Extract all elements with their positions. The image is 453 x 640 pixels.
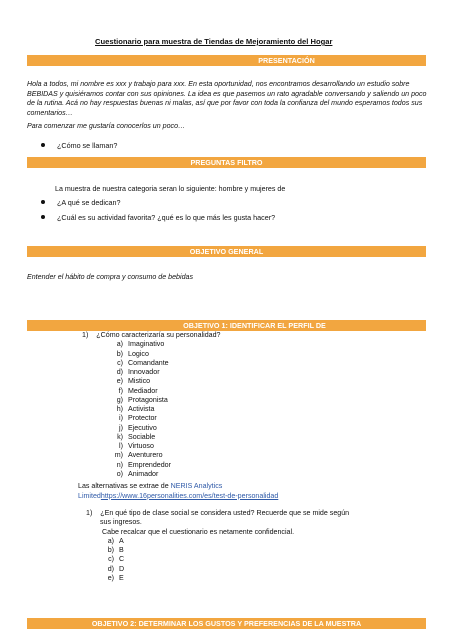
- option-letter: d): [116, 368, 123, 376]
- option-row: [101, 574, 349, 583]
- question-number: 1): [82, 331, 89, 339]
- question-1: [82, 331, 221, 479]
- option-letter: c): [108, 555, 114, 564]
- option-row: [110, 396, 221, 405]
- option-letter: e): [107, 573, 114, 582]
- option-label: Sociable: [128, 432, 156, 441]
- option-row: [101, 546, 349, 555]
- section-title-presentacion: PRESENTACIÓN: [258, 56, 315, 65]
- bullet-item-name: [41, 141, 117, 151]
- source-note-line2: [78, 492, 278, 502]
- option-row: [110, 368, 221, 377]
- option-letter: b): [107, 546, 114, 554]
- option-letter: e): [116, 377, 123, 386]
- option-label: Emprendedor: [128, 460, 171, 469]
- option-label: Protagonista: [128, 395, 168, 404]
- option-letter: h): [116, 405, 123, 413]
- option-label: Logico: [128, 349, 149, 358]
- option-label: Animador: [128, 469, 159, 478]
- option-row: [101, 537, 349, 546]
- intro-paragraph: Hola a todos, mi nombre es xxx y trabajo para xxx. En esta oportunidad, nos encontramos desarrollando un estudio sobre BEBIDAS y quisiéramos contar con sus opiniones. La idea es que pasemos un rato agradable conversando y saliendo un poco de la rutina. Acá no hay respuestas buenas ni malas, así que por favor con toda la confianza del mundo esperamos todos sus comentarios…: [27, 80, 427, 117]
- source-note-line2-prefix: Limited: [78, 491, 101, 500]
- option-label: A: [119, 536, 124, 545]
- bullet-text: ¿A qué se dedican?: [57, 198, 121, 207]
- option-letter: k): [117, 432, 123, 441]
- section-bar-presentacion: [27, 55, 426, 66]
- option-row: [110, 414, 221, 423]
- option-letter: l): [119, 442, 123, 450]
- option-row: [101, 565, 349, 574]
- option-row: [110, 451, 221, 460]
- question-2: [86, 509, 349, 583]
- option-letter: d): [107, 564, 114, 573]
- document-title: Cuestionario para muestra de Tiendas de Mejoramiento del Hogar: [95, 37, 333, 46]
- filter-bullet-activity: [41, 213, 275, 223]
- option-row: [110, 340, 221, 349]
- option-row: [110, 350, 221, 359]
- option-letter: f): [118, 386, 123, 395]
- question-number: 1): [86, 509, 93, 517]
- option-letter: j): [119, 423, 123, 432]
- question-text-line2: sus ingresos.: [100, 518, 142, 527]
- option-row: [110, 387, 221, 396]
- option-letter: a): [116, 340, 123, 349]
- question-text-line3: Cabe recalcar que el cuestionario es netamente confidencial.: [102, 527, 295, 536]
- option-label: D: [119, 564, 125, 573]
- option-label: E: [119, 573, 124, 582]
- source-org: NERIS Analytics: [170, 482, 223, 490]
- option-row: [110, 424, 221, 433]
- option-label: Virtuoso: [128, 442, 154, 450]
- option-letter: o): [116, 469, 123, 478]
- section-bar-preguntas-filtro: [27, 157, 426, 168]
- question-2-options: [101, 537, 349, 583]
- bullet-text: ¿Cuál es su actividad favorita? ¿qué es lo que más les gusta hacer?: [57, 213, 276, 222]
- option-label: Aventurero: [128, 451, 163, 460]
- option-row: [110, 433, 221, 442]
- section-title-objetivo-2: OBJETIVO 2: DETERMINAR LOS GUSTOS Y PREFERENCIAS DE LA MUESTRA: [91, 619, 362, 628]
- bullet-text: ¿Cómo se llaman?: [57, 141, 118, 150]
- option-letter: b): [116, 349, 123, 358]
- option-row: [110, 359, 221, 368]
- option-letter: n): [116, 460, 123, 469]
- bullet-dot-icon: [41, 143, 45, 147]
- option-letter: c): [117, 358, 123, 367]
- bullet-dot-icon: [41, 215, 45, 219]
- option-label: B: [119, 546, 124, 554]
- option-row: [110, 442, 221, 451]
- option-letter: g): [116, 395, 123, 404]
- question-1-text-row: [82, 331, 221, 340]
- option-label: Innovador: [128, 368, 160, 376]
- question-text: ¿Cómo caracterizaría su personalidad?: [96, 331, 221, 339]
- option-label: Activista: [128, 405, 155, 413]
- option-label: Imaginativo: [128, 340, 165, 349]
- option-row: [110, 470, 221, 479]
- filter-bullet-occupation: [41, 198, 121, 208]
- option-row: [110, 405, 221, 414]
- source-note: [78, 482, 278, 501]
- source-url-link[interactable]: https://www.16personalities.com/es/test-de-personalidad: [100, 491, 279, 500]
- section-bar-objetivo-1: [27, 320, 426, 331]
- question-2-text-row: [86, 509, 349, 518]
- option-row: [110, 461, 221, 470]
- option-label: Comandante: [128, 358, 169, 367]
- bullet-dot-icon: [41, 200, 45, 204]
- source-note-line1: [78, 482, 278, 492]
- intro-lead: Para comenzar me gustaría conocerlos un poco…: [27, 122, 186, 130]
- option-label: Mistico: [128, 377, 151, 386]
- section-title-objetivo-1: OBJETIVO 1: IDENTIFICAR EL PERFIL DE: [183, 321, 326, 330]
- source-note-prefix: Las alternativas se extrae de: [78, 482, 171, 490]
- option-letter: i): [119, 414, 123, 423]
- option-letter: a): [107, 536, 114, 545]
- question-text-line1: ¿En qué tipo de clase social se considera usted? Recuerde que se mide según: [100, 509, 350, 517]
- option-row: [101, 555, 349, 564]
- option-row: [110, 377, 221, 386]
- option-label: C: [119, 555, 125, 564]
- section-bar-objetivo-general: [27, 246, 426, 257]
- filter-sample-text: La muestra de nuestra categoria seran lo siguiente: hombre y mujeres de: [55, 185, 286, 193]
- option-label: Mediador: [128, 386, 158, 395]
- option-label: Protector: [128, 414, 157, 423]
- option-letter: m): [114, 451, 123, 460]
- section-title-preguntas-filtro: PREGUNTAS FILTRO: [190, 158, 263, 167]
- option-label: Ejecutivo: [128, 423, 157, 432]
- general-objective-text: Entender el hábito de compra y consumo de bebidas: [27, 273, 194, 281]
- question-1-options: [110, 340, 221, 479]
- section-title-objetivo-general: OBJETIVO GENERAL: [189, 247, 264, 256]
- section-bar-objetivo-2: [27, 618, 426, 629]
